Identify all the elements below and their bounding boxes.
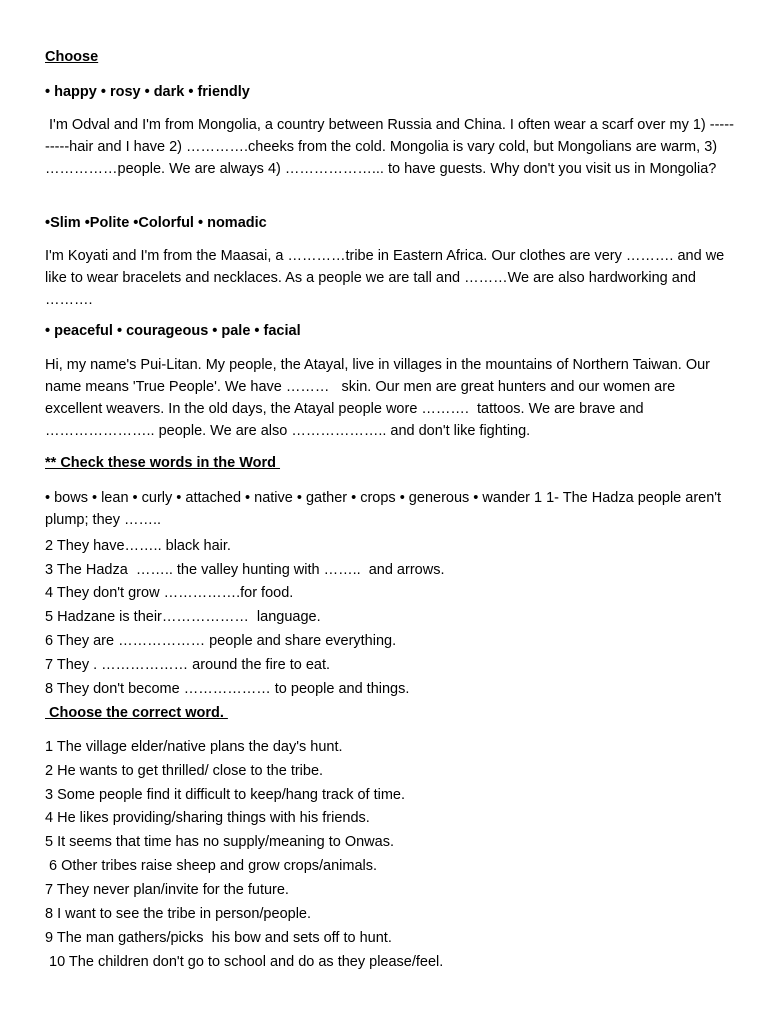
- exercise-item: 8 They don't become ……………… to people and things.: [45, 681, 410, 697]
- choice-item: 2 He wants to get thrilled/ close to the tribe.: [45, 763, 324, 779]
- check-words-heading: ** Check these words in the Word: [45, 455, 281, 471]
- choice-item: 4 He likes providing/sharing things with his friends.: [45, 810, 370, 826]
- choice-item: 1 The village elder/native plans the day's hunt.: [45, 739, 343, 755]
- choice-item: 9 The man gathers/picks his bow and sets off to hunt.: [45, 930, 392, 946]
- exercise-item: 4 They don't grow …………….for food.: [45, 585, 294, 601]
- choice-item: 6 Other tribes raise sheep and grow crops/animals.: [45, 858, 378, 874]
- choose-heading: Choose: [45, 49, 99, 65]
- word-bank-1: • happy • rosy • dark • friendly: [45, 84, 250, 100]
- passage-maasai: I'm Koyati and I'm from the Maasai, a …………tribe in Eastern Africa. Our clothes are very ………. and we like to wear bracelets and necklaces. As a people we are tall and ………We are also hardworking and ……….: [45, 248, 725, 308]
- word-bank-3: • peaceful • courageous • pale • facial: [45, 323, 301, 339]
- choice-item: 8 I want to see the tribe in person/people.: [45, 906, 312, 922]
- choose-correct-heading: Choose the correct word.: [45, 705, 228, 721]
- choice-item: 3 Some people find it difficult to keep/hang track of time.: [45, 787, 406, 803]
- word-bank-4-intro: • bows • lean • curly • attached • native • gather • crops • generous • wander 1 1- The Hadza people aren't plump; they ……..: [45, 490, 722, 528]
- word-bank-2: •Slim •Polite •Colorful • nomadic: [45, 215, 267, 231]
- choice-item: 10 The children don't go to school and do as they please/feel.: [45, 954, 444, 970]
- choice-item: 7 They never plan/invite for the future.: [45, 882, 289, 898]
- passage-atayal: Hi, my name's Pui-Litan. My people, the Atayal, live in villages in the mountains of Northern Taiwan. Our name means 'True People'. We have ……… skin. Our men are great hunters and our women are excellent weavers. In the old days, the Atayal people wore ………. tattoos. We are brave and ………………….. people. We are also ……………….. and don't like fighting.: [45, 357, 715, 439]
- choice-item: 5 It seems that time has no supply/meaning to Onwas.: [45, 834, 394, 850]
- exercise-item: 5 Hadzane is their……………… language.: [45, 609, 321, 625]
- exercise-item: 3 The Hadza …….. the valley hunting with …….. and arrows.: [45, 562, 445, 578]
- exercise-item: 2 They have…….. black hair.: [45, 538, 231, 554]
- exercise-item: 7 They . ……………… around the fire to eat.: [45, 657, 331, 673]
- exercise-item: 6 They are ……………… people and share everything.: [45, 633, 397, 649]
- passage-mongolia: I'm Odval and I'm from Mongolia, a country between Russia and China. I often wear a scarf over my 1) ----------hair and I have 2) ………….cheeks from the cold. Mongolia is vary cold, but Mongolians are warm, 3) ……………people. We are always 4) ………………... to have guests. Why don't you visit us in Mongolia?: [45, 117, 734, 177]
